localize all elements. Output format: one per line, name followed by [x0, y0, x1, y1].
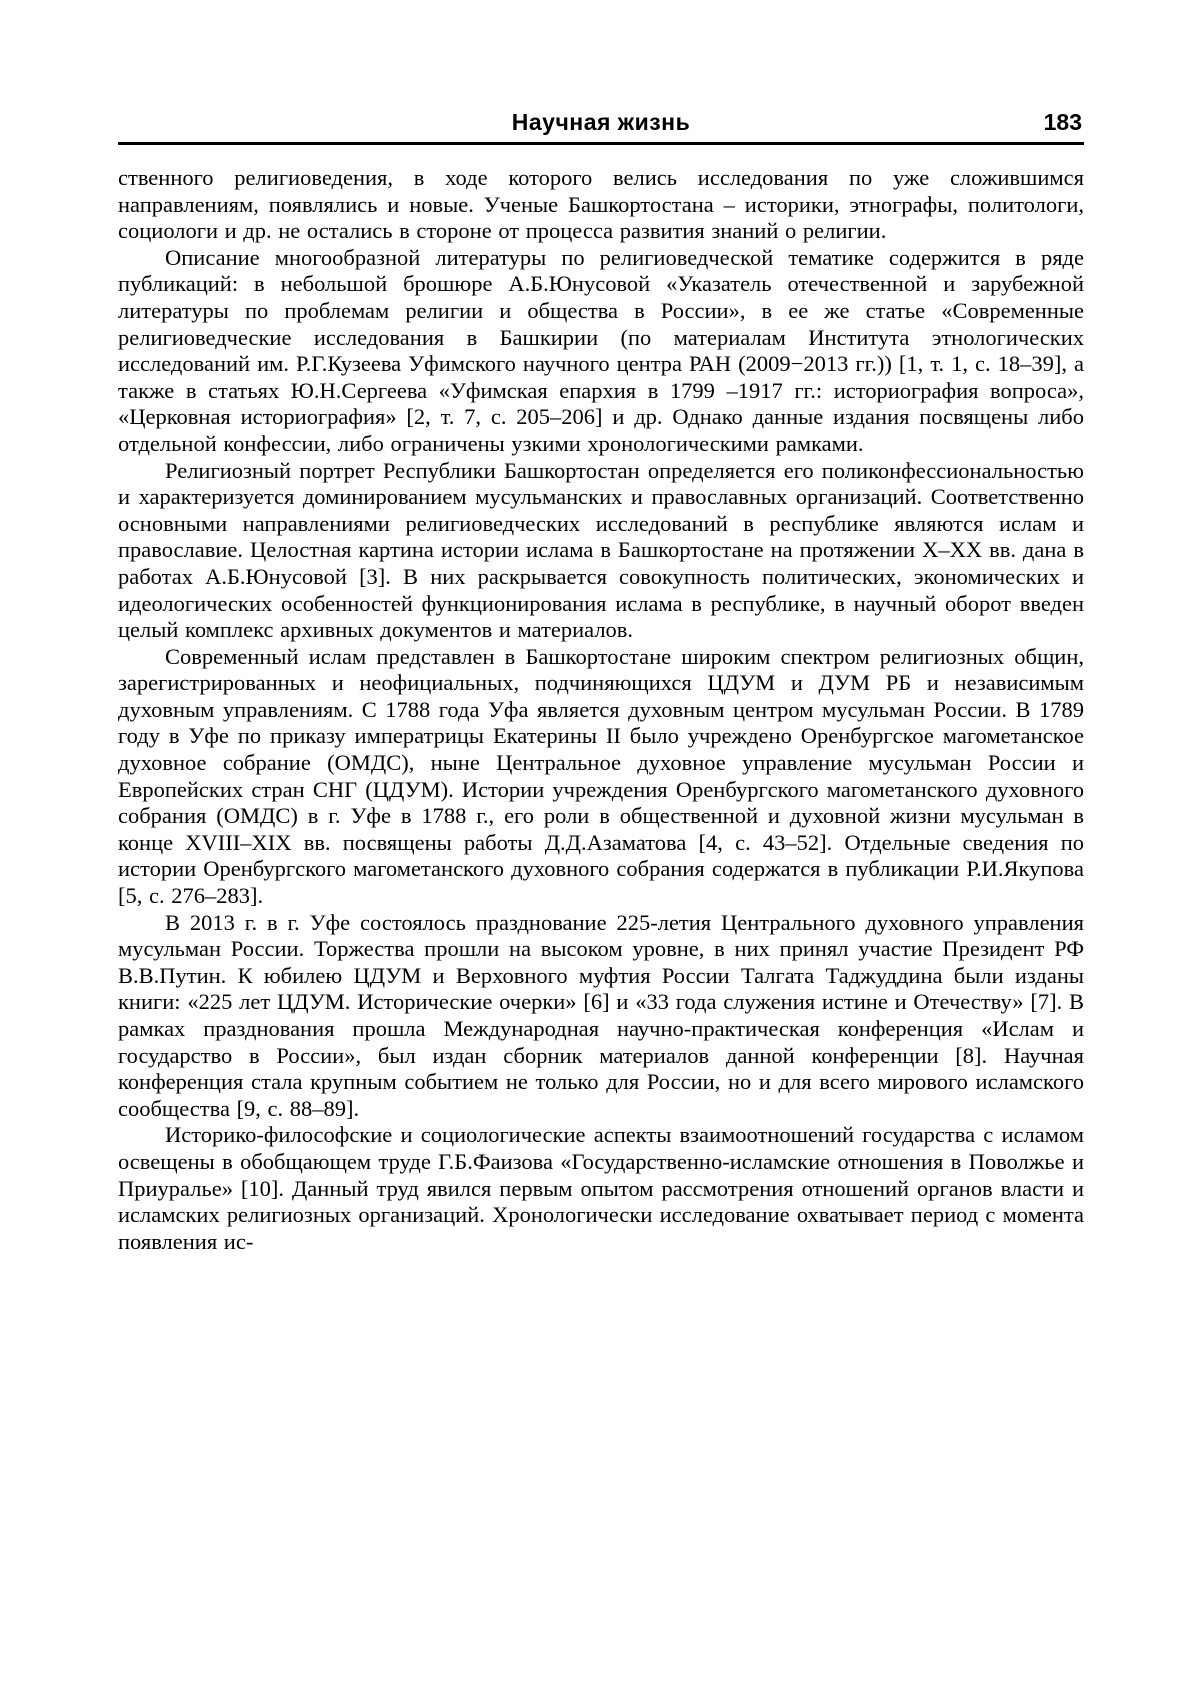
body-paragraph-1: ственного религиоведения, в ходе которого велись исследования по уже сложившимся направлениям, появлялись и новые. Ученые Башкортостана – историки, этнографы, политологи, социологи и др. не остались в стороне от процесса развития знаний о религии.	[118, 165, 1084, 244]
body-paragraph-5: В 2013 г. в г. Уфе состоялось празднование 225-летия Центрального духовного управления мусульман России. Торжества прошли на высоком уровне, в них принял участие Президент РФ В.В.Путин. К юбилею ЦДУМ и Верховного муфтия России Талгата Таджуддина были изданы книги: «225 лет ЦДУМ. Исторические очерки» [6] и «33 года служения истине и Отечеству» [7]. В рамках празднования прошла Международная научно-практическая конференция «Ислам и государство в России», был издан сборник материалов данной конференции [8]. Научная конференция стала крупным событием не только для России, но и для всего мирового исламского сообщества [9, с. 88–89].	[118, 909, 1084, 1121]
running-head-title: Научная жизнь	[511, 109, 691, 135]
running-head	[118, 108, 1084, 145]
body-paragraph-2: Описание многообразной литературы по религиоведческой тематике содержится в ряде публикаций: в небольшой брошюре А.Б.Юнусовой «Указатель отечественной и зарубежной литературы по проблемам религии и общества в России», в ее же статье «Современные религиоведческие исследования в Башкирии (по материалам Института этнологических исследований им. Р.Г.Кузеева Уфимского научного центра РАН (2009−2013 гг.)) [1, т. 1, с. 18–39], а также в статьях Ю.Н.Сергеева «Уфимская епархия в 1799 –1917 гг.: историография вопроса», «Церковная историография» [2, т. 7, с. 205–206] и др. Однако данные издания посвящены либо отдельной конфессии, либо ограничены узкими хронологическими рамками.	[118, 244, 1084, 456]
page-number: 183	[1043, 109, 1082, 135]
body-text	[118, 165, 1084, 1255]
body-paragraph-4: Современный ислам представлен в Башкортостане широким спектром религиозных общин, зарегистрированных и неофициальных, подчиняющихся ЦДУМ и ДУМ РБ и независимым духовным управлениям. С 1788 года Уфа является духовным центром мусульман России. В 1789 году в Уфе по приказу императрицы Екатерины II было учреждено Оренбургское магометанское духовное собрание (ОМДС), ныне Центральное духовное управление мусульман России и Европейских стран СНГ (ЦДУМ). Истории учреждения Оренбургского магометанского духовного собрания (ОМДС) в г. Уфе в 1788 г., его роли в общественной и духовной жизни мусульман в конце XVIII–XIX вв. посвящены работы Д.Д.Азаматова [4, с. 43–52]. Отдельные сведения по истории Оренбургского магометанского духовного собрания содержатся в публикации Р.И.Якупова [5, с. 276–283].	[118, 643, 1084, 909]
body-paragraph-3: Религиозный портрет Республики Башкортостан определяется его поликонфессиональностью и характеризуется доминированием мусульманских и православных организаций. Соответственно основными направлениями религиоведческих исследований в республике являются ислам и православие. Целостная картина истории ислама в Башкортостане на протяжении X–XX вв. дана в работах А.Б.Юнусовой [3]. В них раскрывается совокупность политических, экономических и идеологических особенностей функционирования ислама в республике, в научный оборот введен целый комплекс архивных документов и материалов.	[118, 457, 1084, 643]
page-content	[118, 108, 1084, 1255]
body-paragraph-6: Историко-философские и социологические аспекты взаимоотношений государства с исламом освещены в обобщающем труде Г.Б.Фаизова «Государственно-исламские отношения в Поволжье и Приуралье» [10]. Данный труд явился первым опытом рассмотрения отношений органов власти и исламских религиозных организаций. Хронологически исследование охватывает период с момента появления ис-	[118, 1122, 1084, 1254]
